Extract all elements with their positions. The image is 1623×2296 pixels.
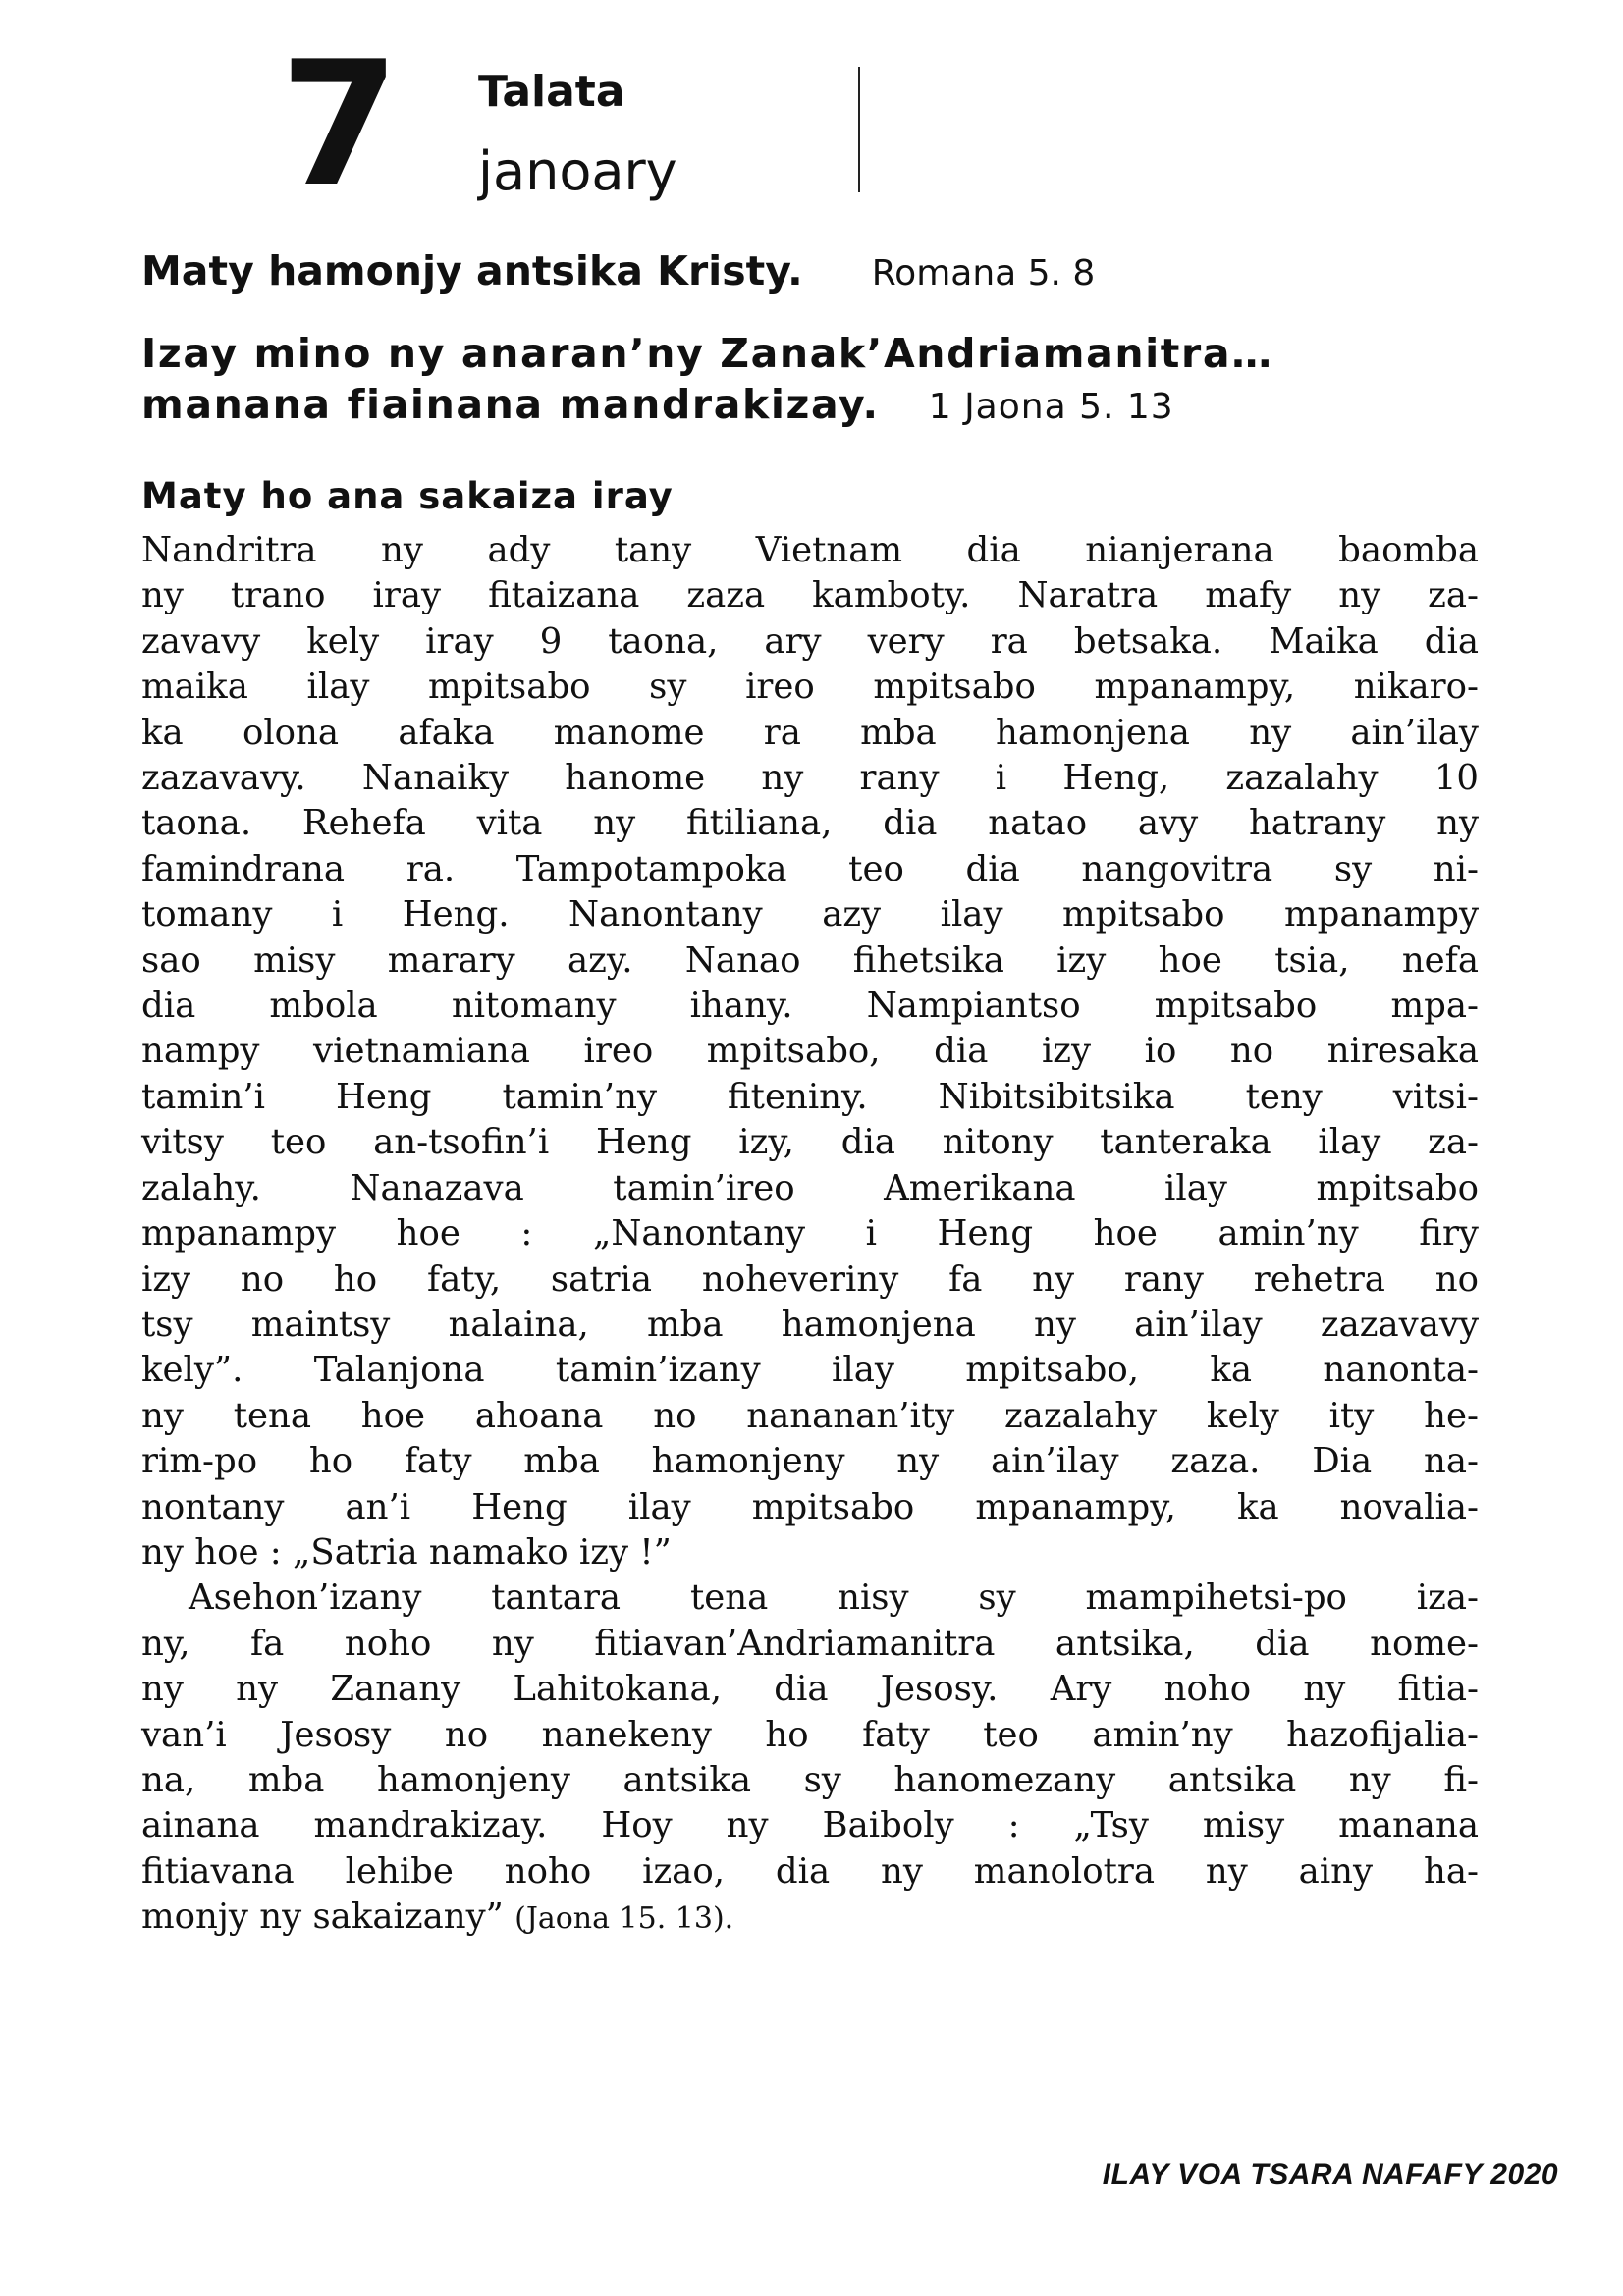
body-line-final xyxy=(141,1895,1479,1942)
body-line: rim-po ho faty mba hamonjeny ny ain’ilay zaza. Dia na- xyxy=(141,1441,1479,1482)
verse-2-reference: 1 Jaona 5. 13 xyxy=(928,387,1174,427)
body-line: vitsy teo an-tsofin’i Heng izy, dia nitony tanteraka ilay za- xyxy=(141,1122,1479,1163)
paragraph-2 xyxy=(141,1575,1479,1942)
body-line: na, mba hamonjeny antsika sy hanomezany antsika ny fi- xyxy=(141,1759,1479,1800)
body-line: izy no ho faty, satria noheveriny fa ny rany rehetra no xyxy=(141,1258,1479,1300)
footer-publication: ILAY VOA TSARA NAFAFY 2020 xyxy=(1102,2159,1558,2191)
body-line: maika ilay mpitsabo sy ireo mpitsabo mpanampy, nikaro- xyxy=(141,667,1479,708)
day-number: 7 xyxy=(280,26,396,225)
body-line: nontany an’i Heng ilay mpitsabo mpanampy, ka novalia- xyxy=(141,1486,1479,1527)
article-title: Maty ho ana sakaiza iray xyxy=(141,475,674,517)
body-line: dia mbola nitomany ihany. Nampiantso mpitsabo mpa- xyxy=(141,986,1479,1027)
verse-1-text: Maty hamonjy antsika Kristy. xyxy=(141,247,803,294)
body-line: kely”. Talanjona tamin’izany ilay mpitsabo, ka nanonta- xyxy=(141,1350,1479,1391)
body-line: tamin’i Heng tamin’ny fiteniny. Nibitsibitsika teny vitsi- xyxy=(141,1076,1479,1117)
verse-2-line-2-text: manana fiainana mandrakizay. xyxy=(141,381,880,428)
body-line: sao misy marary azy. Nanao fihetsika izy hoe tsia, nefa xyxy=(141,939,1479,981)
body-line-final-text: monjy ny sakaizany” xyxy=(141,1896,504,1938)
body-line: van’i Jesosy no nanekeny ho faty teo amin’ny hazofijalia- xyxy=(141,1714,1479,1755)
body-line: Nandritra ny ady tany Vietnam dia nianjerana baomba xyxy=(141,530,1479,570)
body-line: mpanampy hoe : „Nanontany i Heng hoe amin’ny firy xyxy=(141,1213,1479,1255)
paragraph-1 xyxy=(141,528,1479,1575)
verse-2-line-1: Izay mino ny anaran’ny Zanak’Andriamanitra… xyxy=(141,330,1273,377)
body-line: ny hoe : „Satria namako izy !” xyxy=(141,1531,672,1573)
body-line: ny, fa noho ny fitiavan’Andriamanitra antsika, dia nome- xyxy=(141,1623,1479,1664)
body-line: Asehon’izany tantara tena nisy sy mampihetsi-po iza- xyxy=(189,1577,1479,1619)
body-line: nampy vietnamiana ireo mpitsabo, dia izy io no niresaka xyxy=(141,1031,1479,1072)
verse-1-reference: Romana 5. 8 xyxy=(871,253,1096,294)
body-line: zalahy. Nanazava tamin’ireo Amerikana ilay mpitsabo xyxy=(141,1167,1479,1208)
weekday: Talata xyxy=(478,67,625,117)
body-line: ny ny Zanany Lahitokana, dia Jesosy. Ary noho ny fitia- xyxy=(141,1669,1479,1710)
bible-reference: (Jaona 15. 13). xyxy=(514,1901,734,1937)
body-line: zavavy kely iray 9 taona, ary very ra betsaka. Maika dia xyxy=(141,620,1479,662)
header-divider xyxy=(858,67,860,192)
article-body xyxy=(141,528,1479,1943)
body-line: fitiavana lehibe noho izao, dia ny manolotra ny ainy ha- xyxy=(141,1850,1479,1892)
verse-2 xyxy=(141,328,1273,433)
body-line: tomany i Heng. Nanontany azy ilay mpitsabo mpanampy xyxy=(141,894,1479,935)
body-line: taona. Rehefa vita ny fitiliana, dia natao avy hatrany ny xyxy=(141,803,1479,844)
body-line: famindrana ra. Tampotampoka teo dia nangovitra sy ni- xyxy=(141,848,1479,889)
body-line: ainana mandrakizay. Hoy ny Baiboly : „Tsy misy manana xyxy=(141,1805,1479,1846)
body-line: tsy maintsy nalaina, mba hamonjena ny ain’ilay zazavavy xyxy=(141,1304,1479,1345)
month: janoary xyxy=(478,140,677,202)
body-line: ka olona afaka manome ra mba hamonjena ny ain’ilay xyxy=(141,712,1479,753)
body-line: ny tena hoe ahoana no nananan’ity zazalahy kely ity he- xyxy=(141,1395,1479,1436)
body-line: ny trano iray fitaizana zaza kamboty. Naratra mafy ny za- xyxy=(141,575,1479,616)
verse-1 xyxy=(141,245,1095,299)
verse-2-line-2 xyxy=(141,379,1273,433)
body-line: zazavavy. Nanaiky hanome ny rany i Heng, zazalahy 10 xyxy=(141,758,1479,799)
